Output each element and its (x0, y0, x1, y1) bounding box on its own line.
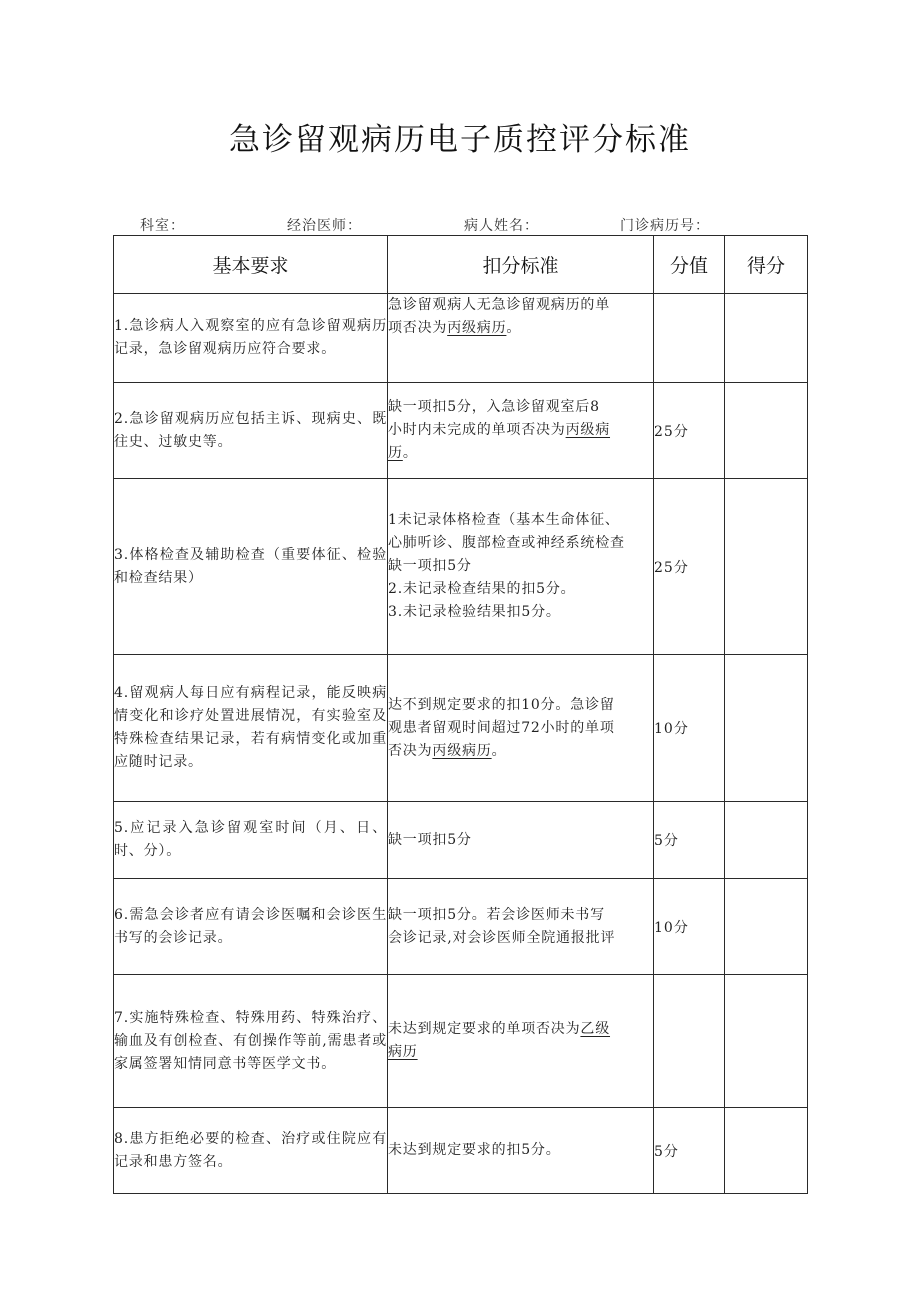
requirement-cell: 5.应记录入急诊留观室时间（月、日、时、分）。 (114, 802, 388, 879)
score-cell: 10分 (654, 655, 725, 802)
deduction-cell (388, 802, 654, 879)
deduction-line (388, 317, 653, 340)
requirement-cell: 3.体格检查及辅助检查（重要体征、检验和检查结果） (114, 479, 388, 655)
requirement-cell: 6.需急会诊者应有请会诊医嘱和会诊医生书写的会诊记录。 (114, 879, 388, 975)
grade-verdict: 丙级病历 (447, 320, 507, 336)
deduction-line (388, 927, 653, 950)
deduction-text: 2.未记录检查结果的扣5分。 (388, 581, 576, 597)
deduction-line (388, 509, 653, 532)
deduction-text: 缺一项扣5分。若会诊医师未书写 (388, 906, 605, 923)
earned-cell[interactable] (725, 479, 808, 655)
score-cell: 5分 (654, 802, 725, 879)
deduction-text: 小时内未完成的单项否决为 (388, 422, 566, 438)
deduction-cell (388, 294, 654, 383)
deduction-line (388, 694, 653, 717)
deduction-text: 3.未记录检验结果扣5分。 (388, 604, 561, 620)
grade-verdict: 丙级病 (565, 422, 611, 438)
deduction-line (388, 555, 653, 578)
deduction-text: 项否决为 (388, 320, 448, 336)
table-row (114, 294, 808, 383)
table-row (114, 802, 808, 879)
earned-cell[interactable] (725, 294, 808, 383)
score-cell: 25分 (654, 479, 725, 655)
table-row (114, 1108, 808, 1194)
table-row (114, 655, 808, 802)
score-cell: 25分 (654, 383, 725, 479)
deduction-text: 达不到规定要求的扣10分。急诊留 (388, 696, 615, 713)
doctor-label: 经治医师： (287, 218, 362, 234)
earned-cell[interactable] (725, 383, 808, 479)
deduction-line (388, 532, 653, 555)
deduction-line (388, 1041, 653, 1064)
score-cell: 10分 (654, 879, 725, 975)
column-header-deduction: 扣分标准 (388, 236, 654, 294)
requirement-cell: 1.急诊病人入观察室的应有急诊留观病历记录，急诊留观病历应符合要求。 (114, 294, 388, 383)
deduction-text: 心肺听诊、腹部检查或神经系统检查 (388, 535, 625, 551)
deduction-text: 观患者留观时间超过72小时的单项 (388, 719, 615, 736)
earned-cell[interactable] (725, 879, 808, 975)
department-label: 科室： (140, 218, 185, 234)
deduction-text: 。 (402, 445, 418, 461)
deduction-text: 未达到规定要求的扣5分。 (388, 1142, 561, 1158)
deduction-line (388, 1139, 653, 1162)
deduction-text: 会诊记录,对会诊医师全院通报批评 (388, 929, 616, 946)
deduction-line (388, 1018, 653, 1041)
deduction-text: 未达到规定要求的单项否决为 (388, 1021, 581, 1037)
earned-cell[interactable] (725, 655, 808, 802)
deduction-cell (388, 479, 654, 655)
grade-verdict: 乙级 (580, 1021, 611, 1037)
deduction-text: 否决为 (388, 742, 433, 759)
deduction-cell (388, 655, 654, 802)
grade-verdict: 病历 (388, 1044, 418, 1060)
table-row (114, 383, 808, 479)
deduction-text: 1未记录体格检查（基本生命体征、 (388, 512, 620, 528)
score-cell (654, 294, 725, 383)
deduction-cell (388, 879, 654, 975)
score-cell (654, 975, 725, 1108)
column-header-earned: 得分 (725, 236, 808, 294)
table-row (114, 879, 808, 975)
table-row (114, 975, 808, 1108)
deduction-line (388, 904, 653, 927)
deduction-text: 急诊留观病人无急诊留观病历的单 (388, 297, 610, 313)
deduction-line (388, 419, 653, 442)
deduction-line (388, 578, 653, 601)
deduction-line (388, 717, 653, 740)
deduction-text: 。 (491, 742, 507, 759)
deduction-text: 缺一项扣5分 (388, 831, 472, 848)
earned-cell[interactable] (725, 975, 808, 1108)
requirement-cell: 7.实施特殊检查、特殊用药、特殊治疗、输血及有创检查、有创操作等前,需患者或家属签署知情同意书等医学文书。 (114, 975, 388, 1108)
deduction-line (388, 396, 653, 419)
deduction-line (388, 601, 653, 624)
grade-verdict: 历 (388, 445, 403, 461)
deduction-line (388, 294, 653, 317)
deduction-text: 缺一项扣5分，入急诊留观室后8 (388, 399, 600, 415)
deduction-cell (388, 1108, 654, 1194)
requirement-cell: 2.急诊留观病历应包括主诉、现病史、既往史、过敏史等。 (114, 383, 388, 479)
record-number-label: 门诊病历号： (620, 218, 710, 234)
score-cell: 5分 (654, 1108, 725, 1194)
earned-cell[interactable] (725, 802, 808, 879)
requirement-cell: 4.留观病人每日应有病程记录，能反映病情变化和诊疗处置进展情况，有实验室及特殊检查结果记录，若有病情变化或加重应随时记录。 (114, 655, 388, 802)
deduction-cell (388, 383, 654, 479)
scoring-table (113, 235, 808, 1194)
patient-name-label: 病人姓名： (464, 218, 539, 234)
deduction-line (388, 829, 653, 852)
table-header-row (114, 236, 808, 294)
grade-verdict: 丙级病历 (432, 742, 492, 759)
table-row (114, 479, 808, 655)
requirement-cell: 8.患方拒绝必要的检查、治疗或住院应有记录和患方签名。 (114, 1108, 388, 1194)
deduction-text: 缺一项扣5分 (388, 558, 472, 574)
deduction-text: 。 (506, 320, 522, 336)
deduction-cell (388, 975, 654, 1108)
column-header-score: 分值 (654, 236, 725, 294)
document-title: 急诊留观病历电子质控评分标准 (229, 122, 691, 158)
deduction-line (388, 740, 653, 763)
earned-cell[interactable] (725, 1108, 808, 1194)
deduction-line (388, 442, 653, 465)
column-header-requirements: 基本要求 (114, 236, 388, 294)
